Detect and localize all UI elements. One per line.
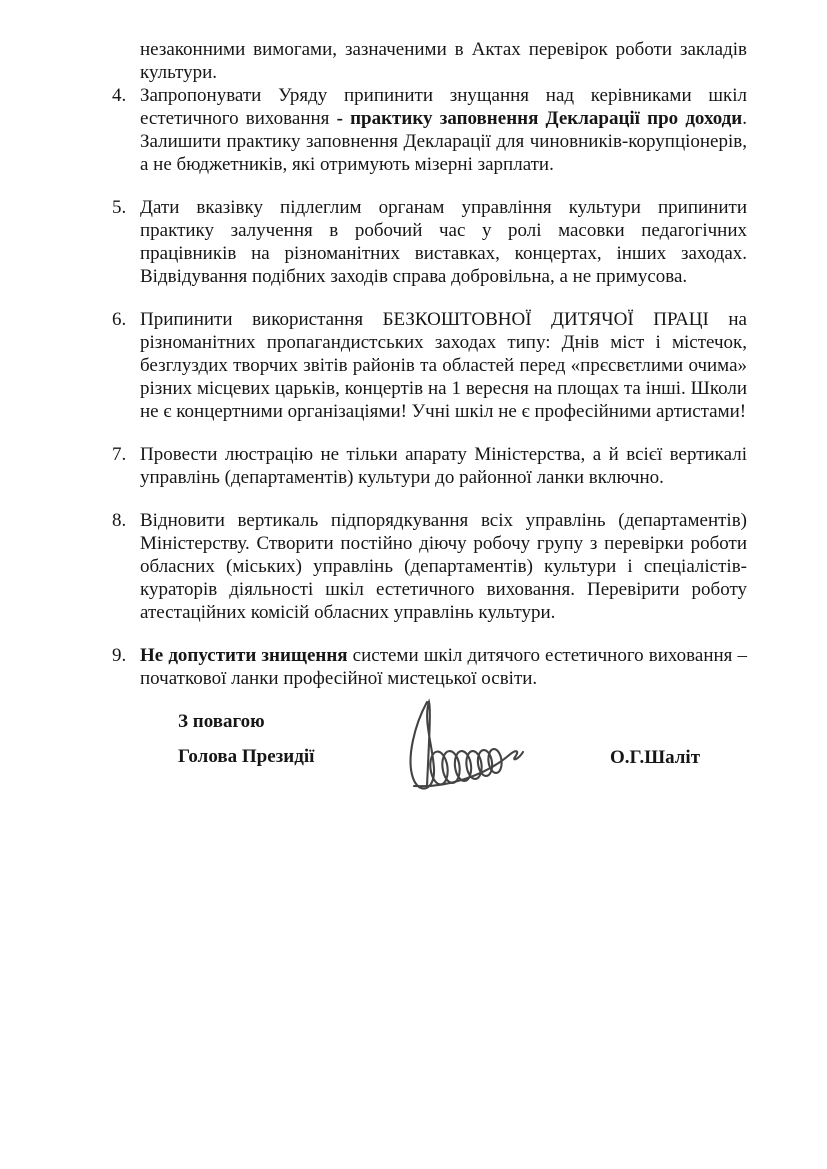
item-number: 8.: [112, 510, 127, 531]
item-text: [140, 84, 747, 176]
item-number: 6.: [112, 309, 127, 330]
item-text-bold: Не допустити знищення: [140, 645, 348, 666]
item-text: [140, 443, 747, 489]
signature-block: [140, 710, 747, 850]
item-text: [140, 196, 747, 288]
paragraph-continuation: незаконними вимогами, зазначеними в Актах перевірок роботи закладів культури.: [140, 39, 747, 83]
item-number: 7.: [112, 444, 127, 465]
item-number: 4.: [112, 85, 127, 106]
list-item-7: [112, 443, 747, 489]
item-number: 9.: [112, 645, 127, 666]
signer-name: О.Г.Шаліт: [610, 747, 701, 768]
item-text-pre: Провести люстрацію не тільки апарату Міністерства, а й всієї вертикалі управлінь (департаментів) культури до районної ланки включно.: [140, 444, 747, 488]
item-text-post: . Залишити практику заповнення Декларації для чиновників-корупціонерів, а не бюджетників, які отримують мізерні зарплати.: [140, 108, 747, 175]
list-item-6: [112, 308, 747, 423]
item-text: [140, 644, 747, 690]
item-text-pre: Запропонувати Уряду припинити знущання над керівниками шкіл естетичного виховання: [140, 85, 747, 129]
handwritten-signature: [396, 696, 528, 798]
item-text-pre: Припинити використання БЕЗКОШТОВНОЇ ДИТЯЧОЇ ПРАЦІ на різноманітних пропагандистських заходах типу: Днів міст і містечок, безглуздих творчих звітів районів та областей перед «прєсвєтлими очима» різних місцевих царьків, концертів на 1 вересня на площах та інші. Школи не є концертними організаціями! Учні шкіл не є професійними артистами!: [140, 309, 747, 422]
item-number: 5.: [112, 197, 127, 218]
item-text-bold: - практику заповнення Декларації про доходи: [336, 108, 743, 129]
item-text: [140, 308, 747, 423]
list-item-9: [112, 644, 747, 690]
list-item-8: [112, 509, 747, 624]
item-text-pre: Відновити вертикаль підпорядкування всіх управлінь (департаментів) Міністерству. Створити постійно діючу робочу групу з перевірки роботи обласних (міських) управлінь (департаментів) культури і спеціалістів-кураторів діяльності шкіл естетичного виховання. Перевірити роботу атестаційних комісій обласних управлінь культури.: [140, 510, 747, 623]
item-text: [140, 509, 747, 624]
item-text-pre: Дати вказівку підлеглим органам управління культури припинити практику залучення в робочий час у ролі масовки педагогічних працівників на різноманітних виставках, концертах, інших заходах. Відвідування подібних заходів справа добровільна, а не примусова.: [140, 197, 747, 287]
closing-phrase: З повагою: [178, 711, 265, 732]
list-item-4: [112, 84, 747, 176]
signer-title: Голова Президії: [178, 746, 315, 767]
list-item-5: [112, 196, 747, 288]
document-body: [112, 38, 747, 850]
item-text-post: системи шкіл дитячого естетичного виховання – початкової ланки професійної мистецької освіти.: [140, 645, 747, 689]
